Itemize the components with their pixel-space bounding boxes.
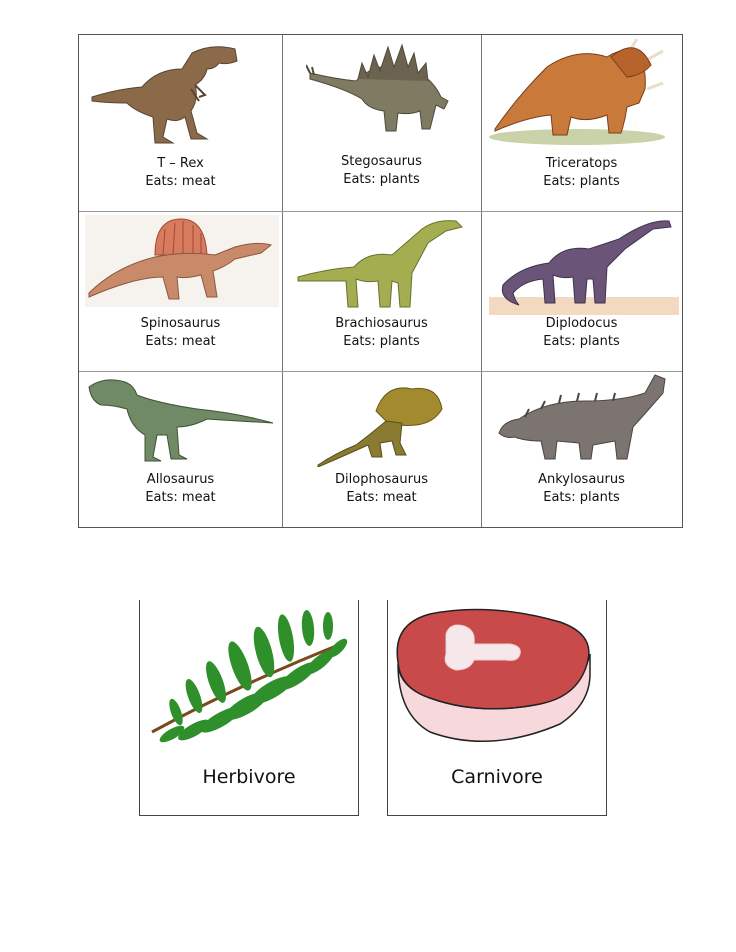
diplodocus-image <box>489 215 679 315</box>
carnivore-label: Carnivore <box>451 766 543 788</box>
card-edge <box>358 600 359 816</box>
fern-leaf-icon <box>150 604 350 754</box>
steak-icon <box>390 604 594 754</box>
dinosaur-card-grid <box>78 34 683 528</box>
dino-cell-ankylosaurus <box>481 371 682 527</box>
dino-cell-brachiosaurus <box>282 211 481 371</box>
triceratops-image <box>487 37 677 145</box>
brachiosaurus-image <box>296 217 468 313</box>
allosaurus-image <box>87 375 277 465</box>
dino-diet: Eats: meat <box>145 174 216 189</box>
dino-cell-dilophosaurus <box>282 371 481 527</box>
dino-name: Diplodocus <box>545 316 618 331</box>
dino-cell-spinosaurus <box>79 211 282 371</box>
dino-cell-allosaurus <box>79 371 282 527</box>
carnivore-card <box>387 600 606 816</box>
stegosaurus-image <box>306 39 456 139</box>
ankylosaurus-image <box>495 371 673 467</box>
herbivore-label: Herbivore <box>202 766 296 788</box>
dino-diet: Eats: plants <box>543 490 620 505</box>
dino-name: Ankylosaurus <box>538 472 625 487</box>
dino-cell-diplodocus <box>481 211 682 371</box>
dino-name: Brachiosaurus <box>335 316 428 331</box>
dino-name: Triceratops <box>545 156 618 171</box>
dino-cell-trex <box>79 35 282 211</box>
dino-diet: Eats: plants <box>343 334 420 349</box>
dino-diet: Eats: meat <box>145 334 216 349</box>
dilophosaurus-image <box>316 381 446 467</box>
dino-diet: Eats: plants <box>343 172 420 187</box>
dino-name: Allosaurus <box>146 472 215 487</box>
dino-cell-stegosaurus <box>282 35 481 211</box>
herbivore-card <box>139 600 358 816</box>
dino-diet: Eats: plants <box>543 174 620 189</box>
card-edge <box>606 600 607 816</box>
dino-cell-triceratops <box>481 35 682 211</box>
trex-image <box>87 39 247 149</box>
dino-name: Spinosaurus <box>140 316 221 331</box>
dino-diet: Eats: plants <box>543 334 620 349</box>
dino-name: Stegosaurus <box>341 154 422 169</box>
dino-name: T – Rex <box>157 156 204 171</box>
spinosaurus-image <box>85 215 279 307</box>
dino-name: Dilophosaurus <box>335 472 428 487</box>
dino-diet: Eats: meat <box>346 490 417 505</box>
dino-diet: Eats: meat <box>145 490 216 505</box>
